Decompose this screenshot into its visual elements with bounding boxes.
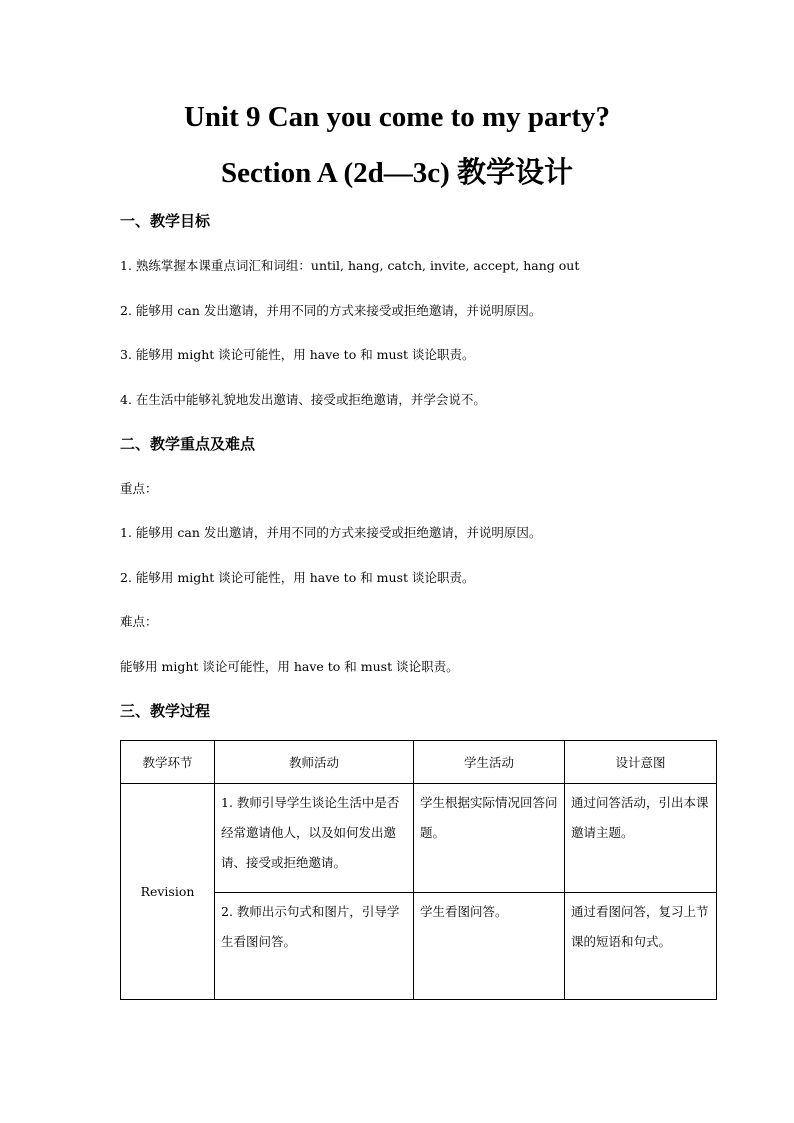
table-header-row xyxy=(121,741,717,784)
difficult-label: 难点： xyxy=(120,614,158,629)
key-label: 重点： xyxy=(120,481,158,496)
teacher-activity-cell: 2. 教师出示句式和图片，引导学生看图问答。 xyxy=(215,893,414,1000)
table-header-cell: 设计意图 xyxy=(565,741,717,784)
objective-item: 4. 在生活中能够礼貌地发出邀请、接受或拒绝邀请，并学会说不。 xyxy=(120,392,486,407)
key-item: 2. 能够用 might 谈论可能性，用 have to 和 must 谈论职责。 xyxy=(120,570,475,585)
difficult-text: 能够用 might 谈论可能性，用 have to 和 must 谈论职责。 xyxy=(120,659,459,674)
student-activity-cell: 学生根据实际情况回答问题。 xyxy=(414,784,565,893)
design-intent-cell: 通过问答活动，引出本课邀请主题。 xyxy=(565,784,717,893)
table-header-cell: 教师活动 xyxy=(215,741,414,784)
student-activity-cell: 学生看图问答。 xyxy=(414,893,565,1000)
design-intent-cell: 通过看图问答，复习上节课的短语和句式。 xyxy=(565,893,717,1000)
section-heading-objectives: 一、教学目标 xyxy=(120,212,211,230)
stage-cell: Revision xyxy=(121,784,215,1000)
teacher-activity-cell: 1. 教师引导学生谈论生活中是否经常邀请他人，以及如何发出邀请、接受或拒绝邀请。 xyxy=(215,784,414,893)
document-subtitle: Section A (2d—3c) 教学设计 xyxy=(220,157,574,189)
objective-item: 1. 熟练掌握本课重点词汇和词组：until, hang, catch, invite, accept, hang out xyxy=(120,258,580,273)
document-title: Unit 9 Can you come to my party? xyxy=(183,101,611,133)
table-row xyxy=(121,784,717,893)
teaching-process-table xyxy=(120,740,717,1000)
key-item: 1. 能够用 can 发出邀请，并用不同的方式来接受或拒绝邀请，并说明原因。 xyxy=(120,525,542,540)
objective-item: 3. 能够用 might 谈论可能性，用 have to 和 must 谈论职责。 xyxy=(120,347,475,362)
objective-item: 2. 能够用 can 发出邀请，并用不同的方式来接受或拒绝邀请，并说明原因。 xyxy=(120,303,542,318)
section-heading-process: 三、教学过程 xyxy=(120,702,211,720)
table-header-cell: 教学环节 xyxy=(121,741,215,784)
section-heading-key-points: 二、教学重点及难点 xyxy=(120,435,256,453)
table-header-cell: 学生活动 xyxy=(414,741,565,784)
